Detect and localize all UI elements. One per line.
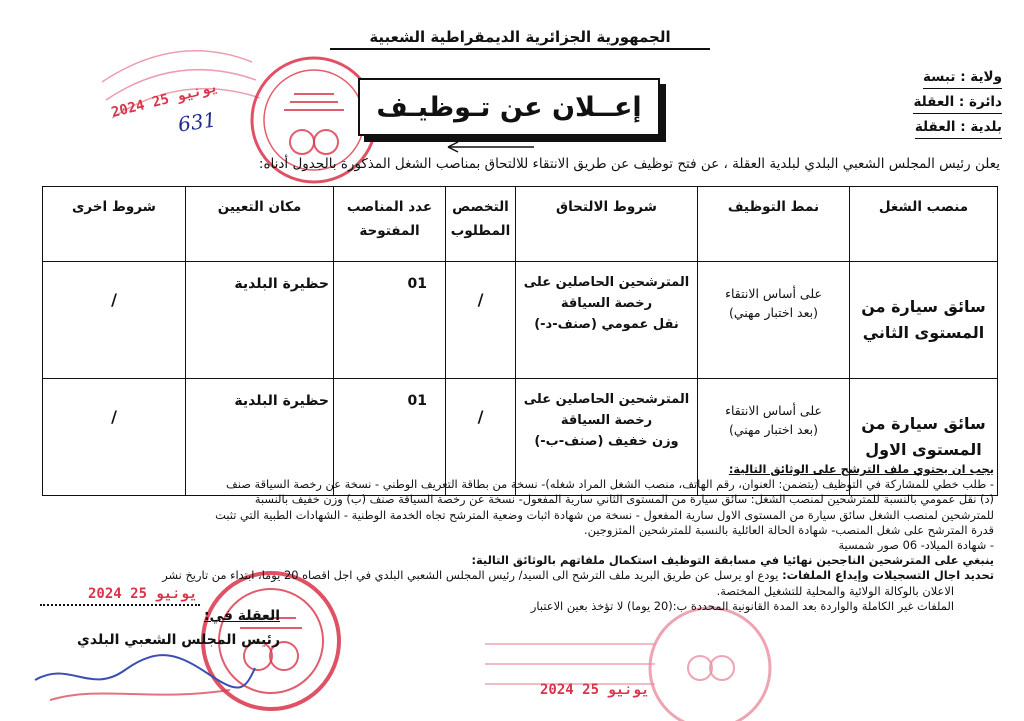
header-conditions: شروط الالتحاق — [516, 187, 698, 262]
wilaya-label: ولاية : تبسة — [923, 66, 1002, 89]
cell-specialty: / — [446, 379, 516, 496]
mode-line1: على أساس الانتقاء — [725, 403, 822, 418]
cond-line2: رخصة السياقة — [560, 413, 653, 428]
cond-line3: نقل عمومي (صنف-د-) — [534, 317, 679, 332]
documents-line: قدرة المترشح على شغل المنصب- شهادة الحالة العائلية بالنسبة للمترشحين المتزوجين. — [584, 522, 994, 537]
announcement-title-box — [358, 78, 660, 136]
mode-line2: (بعد اختبار مهني) — [728, 422, 818, 437]
deadline-line — [34, 568, 994, 583]
cell-post: سائق سيارة من المستوى الثاني — [850, 262, 998, 379]
round-seal-bottom-right — [640, 598, 780, 721]
stamp-bottom-right-date: 2024 يونيو 25 — [540, 682, 650, 698]
header-other: شروط اخرى — [43, 187, 186, 262]
header-mode: نمط التوظيف — [698, 187, 850, 262]
cond-line2: رخصة السياقة — [560, 296, 653, 311]
header-count: عدد المناصب المفتوحة — [334, 187, 446, 262]
cell-place: حظيرة البلدية — [186, 262, 334, 379]
mode-line1: على أساس الانتقاء — [725, 286, 822, 301]
header-post: منصب الشغل — [850, 187, 998, 262]
handwritten-signature — [30, 640, 260, 710]
announcement-title: إعــلان عن تـوظيـف — [376, 91, 642, 123]
documents-line: الملفات غير الكاملة والواردة بعد المدة القانونية المحددة ب:(20 يوما) لا تؤخذ بعين الاعتبار — [530, 598, 954, 613]
table-row — [43, 262, 998, 379]
cell-other: / — [43, 262, 186, 379]
cell-mode — [698, 262, 850, 379]
cond-line3: وزن خفيف (صنف-ب-) — [534, 434, 679, 449]
header-specialty: التخصص المطلوب — [446, 187, 516, 262]
signature-place: العقلة في: — [203, 608, 280, 624]
table-header-row — [43, 187, 998, 262]
deadline-text: يودع او يرسل عن طريق البريد ملف الترشح الى السيد/ رئيس المجلس الشعبي البلدي في اجل اقصاه 20 يوما، ابتداء من تاريخ نشر — [162, 568, 779, 583]
cell-count: 01 — [334, 262, 446, 379]
documents-line-bold: ينبغي على المترشحين الناجحين نهائيا في مسابقة التوظيف استكمال ملفاتهم بالوثائق التالية: — [471, 553, 994, 568]
cell-conditions — [516, 262, 698, 379]
admin-block — [913, 66, 1002, 141]
jobs-table — [42, 186, 998, 496]
deadline-label: تحديد اجال التسجيلات وإيداع الملفات: — [782, 568, 994, 583]
documents-section — [34, 462, 994, 614]
stamp-top-left-date: 2024 يونيو 25 — [109, 78, 220, 122]
handwritten-number: 631 — [176, 107, 218, 137]
signature-role: رئيس المجلس الشعبي البلدي — [77, 632, 280, 648]
cell-count: 01 — [334, 379, 446, 496]
daira-label: دائرة : العقلة — [913, 91, 1002, 114]
cond-line1: المترشحين الحاصلين على — [523, 392, 690, 407]
header-place: مكان التعيين — [186, 187, 334, 262]
documents-line: الاعلان بالوكالة الولائية والمحلية للتشغيل المختصة. — [716, 583, 954, 598]
documents-line: (د) نقل عمومي بالنسبة للمترشحين لمنصب الشغل: سائق سيارة من المستوى الثاني سارية المفعول- نسخة عن رخصة السياقة صنف (ب) وزن خفيف بالنسبة — [254, 492, 994, 507]
documents-line: - طلب خطي للمشاركة في التوظيف (يتضمن: العنوان، رقم الهاتف، منصب الشغل المراد شغله)- نسخة من بطاقة التعريف الوطني - نسخة عن رخصة السياقة صنف — [225, 477, 994, 492]
cond-line1: المترشحين الحاصلين على — [523, 275, 690, 290]
baladiya-label: بلدية : العقلة — [915, 116, 1002, 139]
stamp-top-left — [92, 22, 262, 142]
stamp-bottom-left-date: 2024 يونيو 25 — [88, 586, 198, 602]
mode-line2: (بعد اختبار مهني) — [728, 305, 818, 320]
documents-line: للمترشحين لمنصب الشغل سائق سيارة من المستوى الاول سارية المفعول - نسخة من شهادة اثبات وضعية المترشح تجاه الخدمة الوطنية - الشهادات الطبية التي تثبت — [215, 507, 994, 522]
documents-line: - شهادة الميلاد- 06 صور شمسية — [838, 538, 994, 553]
republic-header: الجمهورية الجزائرية الديمقراطية الشعبية — [330, 28, 710, 50]
documents-heading: يجب ان يحتوي ملف الترشح على الوثائق التالية: — [728, 462, 994, 476]
cell-other: / — [43, 379, 186, 496]
cell-specialty: / — [446, 262, 516, 379]
cell-place: حظيرة البلدية — [186, 379, 334, 496]
cell-post: سائق سيارة من المستوى الاول — [850, 379, 998, 496]
stamp-bottom-right-lines — [480, 624, 660, 714]
arrow-decoration — [446, 140, 536, 154]
intro-paragraph: يعلن رئيس المجلس الشعبي البلدي لبلدية العقلة ، عن فتح توظيف عن طريق الانتقاء للالتحاق بمناصب الشغل المذكورة بالجدول أدناه: — [258, 156, 1000, 172]
